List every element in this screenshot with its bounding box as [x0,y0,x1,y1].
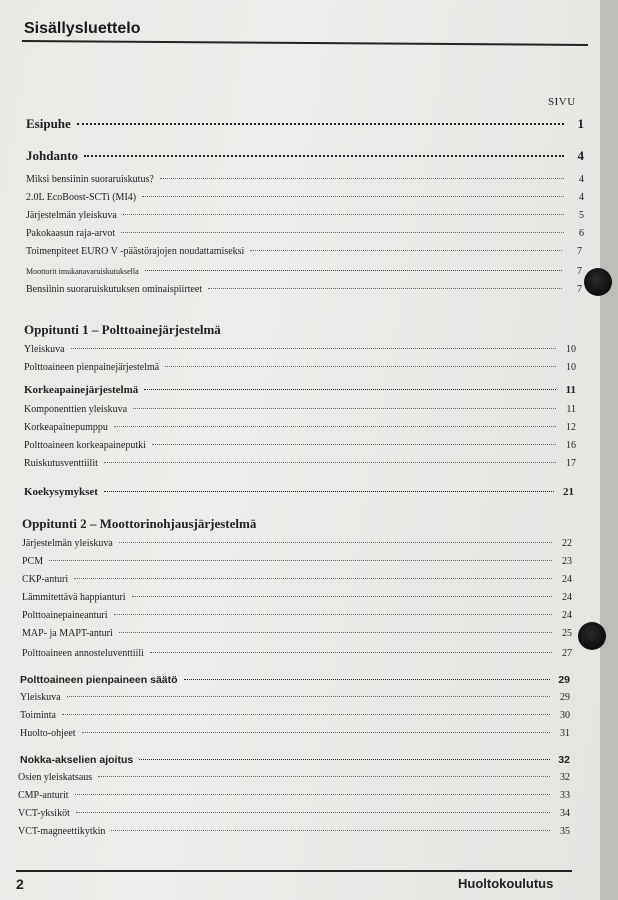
page-column-label: SIVU [548,96,576,108]
toc-entry-korkeapainejarjestelma[interactable]: Korkeapainejärjestelmä 11 [24,384,576,396]
toc-entry[interactable]: Polttoaineen annosteluventtiili 27 [22,648,572,659]
toc-entry[interactable]: CKP-anturi 24 [22,574,572,585]
toc-entry-esipuhe[interactable]: Esipuhe 1 [26,116,584,131]
binder-hole [578,622,606,650]
toc-entry[interactable]: MAP- ja MAPT-anturi 25 [22,628,572,639]
toc-entry-polttoaineen-pienpaineen-saato[interactable]: Polttoaineen pienpaineen säätö 29 [20,674,570,686]
toc-entry[interactable]: Toiminta 30 [20,710,570,721]
toc-entry[interactable]: Yleiskuva 10 [24,344,576,355]
toc-entry[interactable]: Yleiskuva 29 [20,692,570,703]
toc-entry[interactable]: Huolto-ohjeet 31 [20,728,570,739]
toc-entry[interactable]: Miksi bensiinin suoraruiskutus? 4 [26,174,584,185]
toc-entry-johdanto[interactable]: Johdanto 4 [26,148,584,163]
toc-entry-koekysymykset[interactable]: Koekysymykset 21 [24,486,574,498]
page-title: Sisällysluettelo [24,20,141,37]
toc-entry[interactable]: Järjestelmän yleiskuva 5 [26,210,584,221]
toc-entry[interactable]: Järjestelmän yleiskuva 22 [22,538,572,549]
toc-entry[interactable]: Toimenpiteet EURO V -päästörajojen noudattamiseksi 7 [26,246,582,257]
footer-rule [16,870,572,872]
toc-entry[interactable]: VCT-magneettikytkin 35 [18,826,570,837]
toc-entry[interactable]: PCM 23 [22,556,572,567]
toc-entry-nokka-akselien-ajoitus[interactable]: Nokka-akselien ajoitus 32 [20,754,570,766]
lesson-1-heading: Oppitunti 1 – Polttoainejärjestelmä [24,322,221,337]
footer-brand: Huoltokoulutus [458,876,554,891]
page-number: 2 [16,876,24,892]
toc-entry[interactable]: VCT-yksiköt 34 [18,808,570,819]
toc-entry[interactable]: 2.0L EcoBoost-SCTi (MI4) 4 [26,192,584,203]
toc-entry[interactable]: Polttoaineen pienpainejärjestelmä 10 [24,362,576,373]
toc-entry[interactable]: CMP-anturit 33 [18,790,570,801]
toc-entry[interactable]: Polttoaineen korkeapaineputki 16 [24,440,576,451]
toc-entry[interactable]: Polttoainepaineanturi 24 [22,610,572,621]
toc-entry[interactable]: Osien yleiskatsaus 32 [18,772,570,783]
binder-hole [584,268,612,296]
toc-entry[interactable]: Ruiskutusventtiilit 17 [24,458,576,469]
lesson-2-heading: Oppitunti 2 – Moottorinohjausjärjestelmä [22,516,257,531]
toc-entry[interactable]: Moottorit imukanavaruiskutuksella 7 [26,266,582,277]
toc-entry[interactable]: Pakokaasun raja-arvot 6 [26,228,584,239]
toc-entry[interactable]: Bensiinin suoraruiskutuksen ominaispiirteet 7 [26,284,582,295]
toc-entry[interactable]: Korkeapainepumppu 12 [24,422,576,433]
toc-entry[interactable]: Lämmitettävä happianturi 24 [22,592,572,603]
toc-entry[interactable]: Komponenttien yleiskuva 11 [24,404,576,415]
